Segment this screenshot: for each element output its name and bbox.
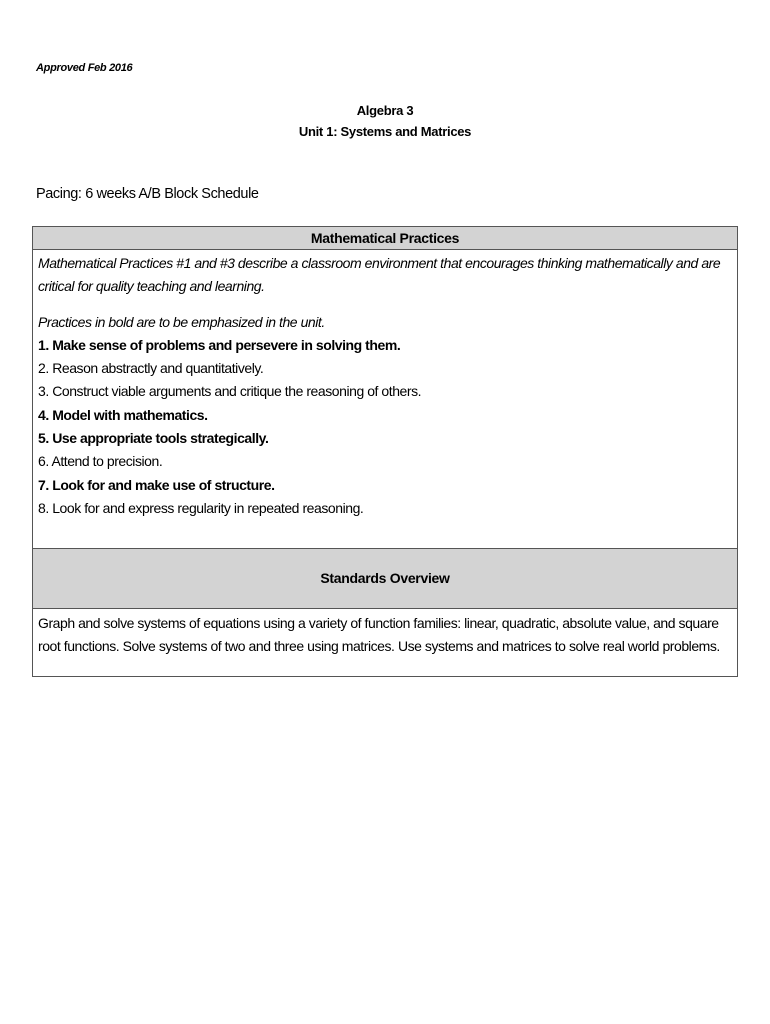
practice-item: 1. Make sense of problems and persevere in solving them. bbox=[38, 336, 401, 353]
practice-list bbox=[38, 334, 732, 520]
unit-title: Unit 1: Systems and Matrices bbox=[298, 124, 472, 139]
emphasis-note: Practices in bold are to be emphasized in the unit. bbox=[38, 313, 325, 330]
pacing-line: Pacing: 6 weeks A/B Block Schedule bbox=[36, 186, 259, 202]
unit-table bbox=[32, 226, 738, 677]
course-title: Algebra 3 bbox=[356, 103, 414, 118]
practice-item: 8. Look for and express regularity in repeated reasoning. bbox=[38, 499, 364, 516]
practice-item: 6. Attend to precision. bbox=[38, 453, 163, 470]
approval-note: Approved Feb 2016 bbox=[36, 62, 133, 74]
practices-content bbox=[33, 250, 738, 549]
practice-item: 2. Reason abstractly and quantitatively. bbox=[38, 360, 264, 377]
document-title bbox=[0, 100, 770, 142]
standards-heading: Standards Overview bbox=[33, 549, 738, 609]
standards-overview-text: Graph and solve systems of equations using a variety of function families: linear, quadratic, absolute value, and square root functions. Solve systems of two and three using matrices. Use systems and matrices to solve real world problems. bbox=[33, 609, 738, 677]
practices-intro: Mathematical Practices #1 and #3 describe a classroom environment that encourages thinking mathematically and are critical for quality teaching and learning. bbox=[38, 255, 721, 295]
practices-heading: Mathematical Practices bbox=[33, 227, 738, 250]
practice-item: 4. Model with mathematics. bbox=[38, 406, 208, 423]
practice-item: 5. Use appropriate tools strategically. bbox=[38, 430, 269, 447]
practice-item: 3. Construct viable arguments and critique the reasoning of others. bbox=[38, 383, 422, 400]
practice-item: 7. Look for and make use of structure. bbox=[38, 476, 275, 493]
